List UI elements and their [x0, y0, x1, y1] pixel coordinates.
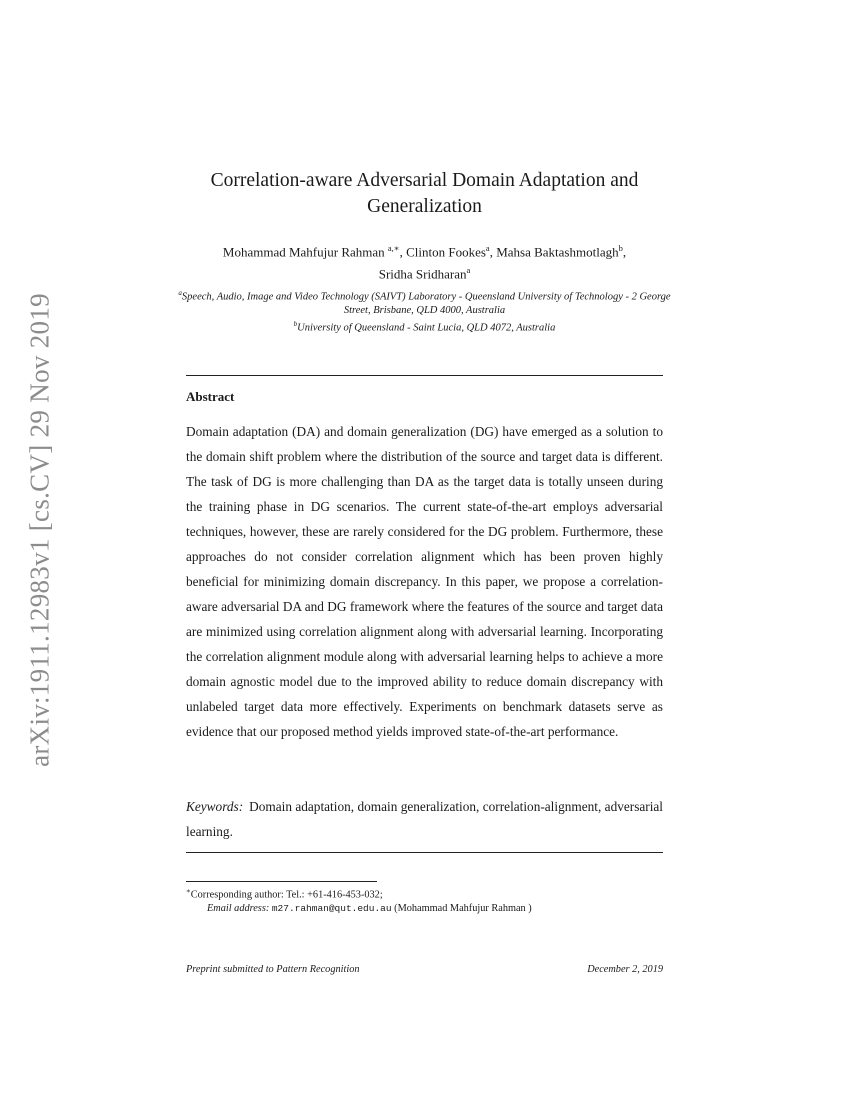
author-separator: , — [399, 244, 407, 260]
footnote — [186, 884, 663, 916]
author-name: Clinton Fookes — [406, 244, 486, 260]
author-name: Sridha Sridharan — [378, 266, 467, 282]
footnote-rule — [186, 881, 377, 882]
footnote-marker: ∗ — [186, 887, 191, 895]
abstract-top-rule — [186, 375, 663, 376]
affiliation-mark: b — [293, 319, 298, 328]
footer-preprint-note: Preprint submitted to Pattern Recognition — [186, 964, 360, 975]
abstract-heading: Abstract — [186, 389, 235, 404]
paper-title: Correlation-aware Adversarial Domain Adaptation and Generalization — [210, 170, 639, 217]
keywords-text: Domain adaptation, domain generalization, correlation-alignment, adversarial learning. — [186, 799, 663, 839]
footnote-email-line — [186, 902, 663, 916]
email-address[interactable]: m27.rahman@qut.edu.au — [271, 903, 392, 915]
author-affiliation-mark: b — [618, 243, 623, 253]
email-label: Email address: — [207, 903, 270, 915]
keywords-label: Keywords: — [186, 799, 244, 814]
footnote-corresponding-text: Corresponding author: Tel.: +61-416-453-032; — [190, 889, 383, 901]
author-affiliation-mark: a,∗ — [387, 243, 400, 253]
author-separator: , — [622, 244, 627, 260]
author-separator: , — [489, 244, 497, 260]
author-affiliation-mark: a — [466, 265, 471, 276]
author-name: Mahsa Baktashmotlagh — [496, 244, 619, 260]
affiliation-mark: a — [178, 289, 182, 297]
email-owner: (Mohammad Mahfujur Rahman ) — [394, 903, 532, 915]
footnote-corresponding — [186, 884, 663, 902]
author-list — [176, 239, 673, 284]
footer-date: December 2, 2019 — [587, 964, 663, 975]
affiliations — [176, 287, 673, 335]
author-name: Mohammad Mahfujur Rahman — [222, 244, 388, 260]
affiliation-text: University of Queensland - Saint Lucia, QLD 4072, Australia — [297, 322, 556, 333]
author-affiliation-mark: a — [485, 243, 490, 253]
arxiv-identifier-stamp: arXiv:1911.12983v1 [cs.CV] 29 Nov 2019 — [24, 293, 55, 767]
affiliation-a — [176, 287, 673, 318]
abstract-body: Domain adaptation (DA) and domain generalization (DG) have emerged as a solution to the domain shift problem where the distribution of the source and target data is different. The task of DG is more challenging than DA as the target data is totally unseen during the training phase in DG scenarios. The current state-of-the-art employs adversarial techniques, however, these are rarely considered for the DG problem. Furthermore, these approaches do not consider correlation alignment which has been proven highly beneficial for minimizing domain discrepancy. In this paper, we propose a correlation-aware adversarial DA and DG framework where the features of the source and target data are minimized using correlation alignment along with adversarial learning. Incorporating the correlation alignment module along with adversarial learning helps to achieve a more domain agnostic model due to the improved ability to reduce domain discrepancy with unlabeled target data more effectively. Experiments on benchmark datasets serve as evidence that our proposed method yields improved state-of-the-art performance. — [186, 424, 663, 739]
keywords — [186, 794, 663, 844]
affiliation-b — [176, 318, 673, 335]
page-footer — [186, 964, 663, 975]
affiliation-text: Speech, Audio, Image and Video Technology (SAIVT) Laboratory - Queensland University of Technology - 2 George Street, Brisbane, QLD 4000, Australia — [181, 291, 671, 316]
abstract-bottom-rule — [186, 852, 663, 853]
